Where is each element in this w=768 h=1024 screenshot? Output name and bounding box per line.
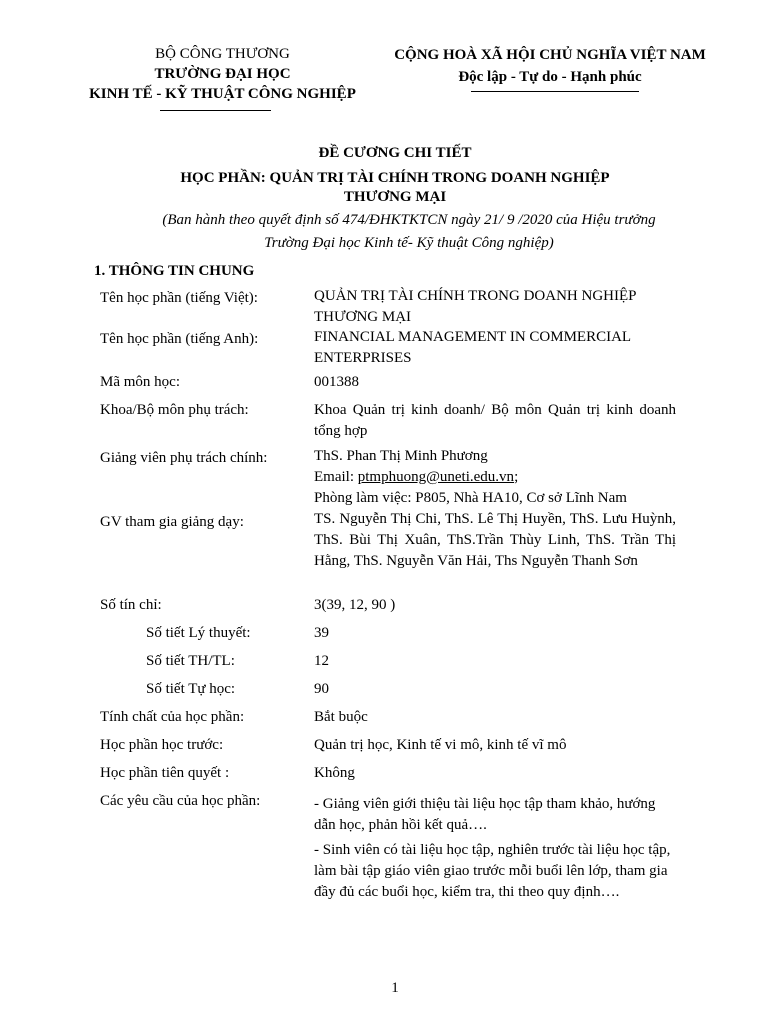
credits-value: 3(39, 12, 90 ) xyxy=(314,597,396,613)
course-name-vi-line2: THƯƠNG MẠI xyxy=(314,309,412,325)
credits-label: Số tín chỉ: xyxy=(100,597,162,613)
course-name-vi-line1: QUẢN TRỊ TÀI CHÍNH TRONG DOANH NGHIỆP xyxy=(314,288,637,304)
office-location: Phòng làm việc: P805, Nhà HA10, Cơ sở Lĩnh Nam xyxy=(314,490,627,506)
course-name-vi-label: Tên học phần (tiếng Việt): xyxy=(100,290,258,306)
main-lecturer-value xyxy=(314,446,676,509)
course-name-en-line2: ENTERPRISES xyxy=(314,350,412,366)
subject-title xyxy=(0,169,768,207)
self-study-hours-label: Số tiết Tự học: xyxy=(146,681,236,697)
course-name-en-value xyxy=(314,327,676,369)
university-name-line2: KINH TẾ - KỸ THUẬT CÔNG NGHIỆP xyxy=(89,86,356,102)
course-name-en-line1: FINANCIAL MANAGEMENT IN COMMERCIAL xyxy=(314,329,632,345)
country-name: CỘNG HOÀ XÃ HỘI CHỦ NGHĨA VIỆT NAM xyxy=(394,47,706,63)
decree-note-line2: Trường Đại học Kinh tế- Kỹ thuật Công nghiệp) xyxy=(264,235,554,251)
course-nature-label: Tính chất của học phần: xyxy=(100,709,245,725)
practice-hours-label: Số tiết TH/TL: xyxy=(146,653,235,669)
prior-courses-value: Quản trị học, Kinh tế vi mô, kinh tế vĩ mô xyxy=(314,737,567,753)
national-motto-block xyxy=(380,44,720,88)
self-study-hours-value: 90 xyxy=(314,681,329,697)
co-lecturers-label: GV tham gia giảng dạy: xyxy=(100,514,244,530)
email-link[interactable]: ptmphuong@uneti.edu.vn xyxy=(357,469,515,485)
decree-note-line1: (Ban hành theo quyết định số 474/ĐHKTKTCN ngày 21/ 9 /2020 của Hiệu trưởng xyxy=(162,212,656,228)
university-name-line1: TRƯỜNG ĐẠI HỌC xyxy=(154,66,291,82)
requirements-label: Các yêu cầu của học phần: xyxy=(100,793,261,809)
course-code-value: 001388 xyxy=(314,374,359,390)
main-lecturer-email-line xyxy=(314,467,676,488)
practice-hours-value: 12 xyxy=(314,653,329,669)
email-prefix: Email: xyxy=(314,469,358,485)
requirement-lecturer: - Giảng viên giới thiệu tài liệu học tập tham khảo, hướng dẫn học, phản hồi kết quả…. xyxy=(314,796,656,833)
requirements-value xyxy=(314,794,676,903)
section-heading: 1. THÔNG TIN CHUNG xyxy=(94,263,255,279)
theory-hours-value: 39 xyxy=(314,625,329,641)
main-lecturer-name: ThS. Phan Thị Minh Phương xyxy=(314,448,488,464)
requirement-student: - Sinh viên có tài liệu học tập, nghiên trước tài liệu học tập, làm bài tập giáo viên giao trước mỗi buổi lên lớp, tham gia đầy đủ các buổi học, kiểm tra, thi theo quy định…. xyxy=(314,842,671,900)
course-name-vi-value xyxy=(314,286,676,328)
course-code-label: Mã môn học: xyxy=(100,374,180,390)
document-title: ĐỀ CƯƠNG CHI TIẾT xyxy=(318,145,472,161)
header-right-underline xyxy=(471,91,639,92)
email-suffix: ; xyxy=(514,469,519,485)
subject-title-line2: THƯƠNG MẠI xyxy=(343,189,447,205)
prior-courses-label: Học phần học trước: xyxy=(100,737,224,753)
main-lecturer-label: Giảng viên phụ trách chính: xyxy=(100,450,268,466)
page-number: 1 xyxy=(391,980,399,996)
header-left-underline xyxy=(160,110,271,111)
ministry-block xyxy=(60,44,385,104)
course-name-en-label: Tên học phần (tiếng Anh): xyxy=(100,331,259,347)
ministry-name: BỘ CÔNG THƯƠNG xyxy=(155,46,290,62)
subject-title-line1: HỌC PHẦN: QUẢN TRỊ TÀI CHÍNH TRONG DOANH NGHIỆP xyxy=(180,170,610,186)
prerequisite-label: Học phần tiên quyết : xyxy=(100,765,230,781)
department-value: Khoa Quản trị kinh doanh/ Bộ môn Quản trị kinh doanh tổng hợp xyxy=(314,402,676,439)
motto: Độc lập - Tự do - Hạnh phúc xyxy=(458,69,642,85)
decree-note xyxy=(0,209,768,255)
co-lecturers-value: TS. Nguyễn Thị Chi, ThS. Lê Thị Huyền, ThS. Lưu Huỳnh, ThS. Bùi Thị Xuân, ThS.Trần Thùy Linh, ThS. Trần Thị Hằng, ThS. Nguyễn Văn Hải, Ths Nguyễn Thanh Sơn xyxy=(314,511,676,569)
department-label: Khoa/Bộ môn phụ trách: xyxy=(100,402,249,418)
prerequisite-value: Không xyxy=(314,765,355,781)
course-nature-value: Bắt buộc xyxy=(314,709,368,725)
theory-hours-label: Số tiết Lý thuyết: xyxy=(146,625,251,641)
